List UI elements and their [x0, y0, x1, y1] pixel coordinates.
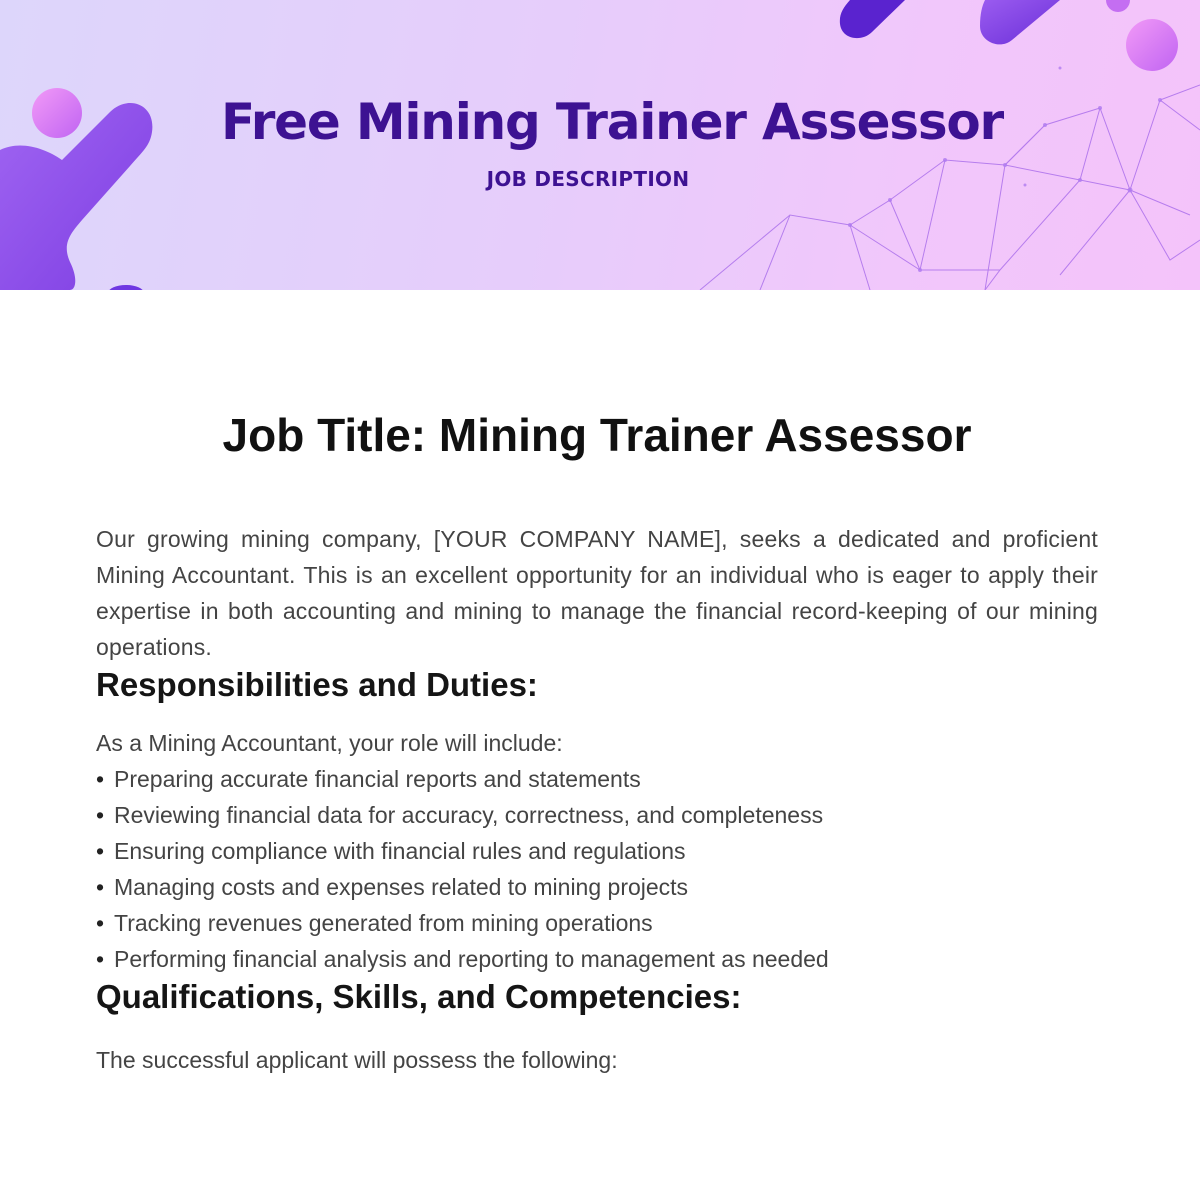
job-title: Job Title: Mining Trainer Assessor — [222, 409, 972, 461]
banner-title: Free Mining Trainer Assessor — [220, 93, 1004, 151]
list-item — [96, 905, 1098, 941]
bullet-icon: • — [96, 909, 105, 936]
top-small-dot — [1106, 0, 1130, 12]
list-item-text: Managing costs and expenses related to mining projects — [114, 873, 689, 900]
responsibilities-list — [96, 761, 1098, 977]
list-item-text: Ensuring compliance with financial rules and regulations — [114, 837, 686, 864]
qualifications-heading: Qualifications, Skills, and Competencies: — [96, 977, 742, 1015]
list-item-text: Performing financial analysis and reporting to management as needed — [114, 945, 829, 972]
list-item — [96, 941, 1098, 977]
list-item — [96, 797, 1098, 833]
top-capsule-2 — [980, 0, 1060, 44]
list-item-text: Tracking revenues generated from mining operations — [114, 909, 653, 936]
bullet-icon: • — [96, 765, 105, 792]
top-pink-dot — [1126, 19, 1178, 71]
document-body — [96, 290, 1098, 1078]
bullet-icon: • — [96, 837, 105, 864]
list-item-text: Preparing accurate financial reports and statements — [114, 765, 641, 792]
bullet-icon: • — [96, 945, 105, 972]
top-capsule-1 — [840, 0, 905, 38]
bullet-icon: • — [96, 873, 105, 900]
list-item — [96, 833, 1098, 869]
intro-paragraph: Our growing mining company, [YOUR COMPANY NAME], seeks a dedicated and proficient Mining Accountant. This is an excellent opportunity for an individual who is eager to apply their expertise in both accounting and mining to manage the financial record-keeping of our mining operations. — [96, 526, 1098, 661]
list-item — [96, 761, 1098, 797]
list-item — [96, 869, 1098, 905]
responsibilities-heading: Responsibilities and Duties: — [96, 666, 538, 704]
banner-subtitle: JOB DESCRIPTION — [486, 167, 690, 191]
bullet-icon: • — [96, 801, 105, 828]
list-item-text: Reviewing financial data for accuracy, correctness, and completeness — [114, 801, 824, 828]
responsibilities-lead: As a Mining Accountant, your role will include: — [96, 729, 563, 756]
header-banner — [0, 0, 1200, 290]
qualifications-lead: The successful applicant will possess the following: — [96, 1047, 618, 1074]
